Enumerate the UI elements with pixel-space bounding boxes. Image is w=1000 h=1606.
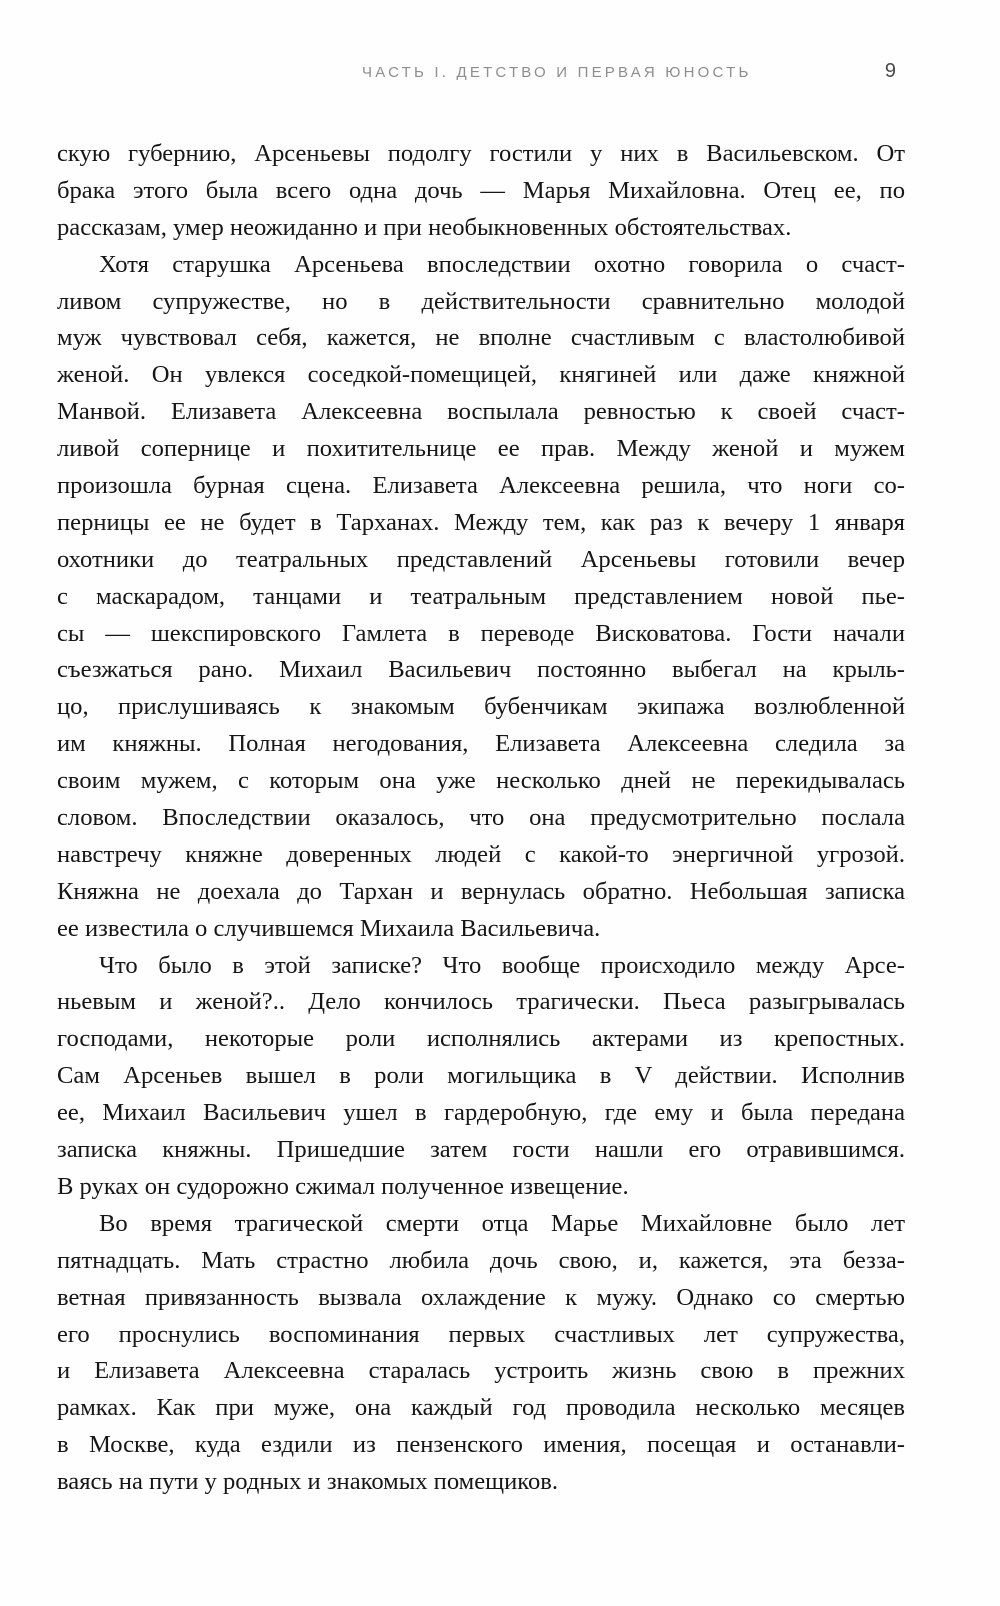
text-line: Что было в этой записке? Что вообще происходило между Арсе- (99, 951, 905, 979)
text-line: Княжна не доехала до Тархан и вернулась обратно. Небольшая записка (57, 877, 905, 905)
text-line: навстречу княжне доверенных людей с какой-то энергичной угрозой. (57, 840, 905, 868)
text-line: его проснулись воспоминания первых счастливых лет супружества, (57, 1320, 905, 1348)
text-line: произошла бурная сцена. Елизавета Алексеевна решила, что ноги со- (57, 472, 905, 500)
text-line: Во время трагической смерти отца Марье Михайловне было лет (99, 1209, 905, 1237)
text-line: цо, прислушиваясь к знакомым бубенчикам экипажа возлюбленной (57, 693, 905, 721)
text-line: рамках. Как при муже, она каждый год проводила несколько месяцев (57, 1394, 905, 1422)
text-line: им княжны. Полная негодования, Елизавета Алексеевна следила за (57, 730, 905, 758)
text-line: сы — шекспировского Гамлета в переводе Висковатова. Гости начали (57, 619, 905, 647)
text-line: с маскарадом, танцами и театральным представлением новой пье- (57, 582, 905, 610)
text-line: съезжаться рано. Михаил Васильевич постоянно выбегал на крыль- (57, 656, 905, 684)
text-line: Манвой. Елизавета Алексеевна воспылала ревностью к своей счаст- (57, 398, 905, 426)
text-line: словом. Впоследствии оказалось, что она предусмотрительно послала (57, 804, 905, 832)
paragraph (57, 948, 905, 1206)
text-line: ее, Михаил Васильевич ушел в гардеробную, где ему и была передана (57, 1099, 905, 1127)
text-line: своим мужем, с которым она уже несколько дней не перекидывалась (57, 767, 905, 795)
text-line: в Москве, куда ездили из пензенского имения, посещая и останавли- (57, 1431, 905, 1459)
text-line: ливом супружестве, но в действительности сравнительно молодой (57, 287, 905, 315)
text-line: перницы ее не будет в Тарханах. Между тем, как раз к вечеру 1 января (57, 508, 905, 536)
page-text (57, 136, 905, 1501)
text-line: и Елизавета Алексеевна старалась устроить жизнь свою в прежних (57, 1357, 905, 1385)
text-line: скую губернию, Арсеньевы подолгу гостили у них в Васильевском. От (57, 140, 905, 167)
running-header (0, 0, 1000, 100)
text-line: записка княжны. Пришедшие затем гости нашли его отравившимся. (57, 1136, 905, 1164)
running-title: ЧАСТЬ I. ДЕТСТВО И ПЕРВАЯ ЮНОСТЬ (362, 64, 752, 81)
text-line: Хотя старушка Арсеньева впоследствии охотно говорила о счаст- (99, 250, 905, 278)
text-line: брака этого была всего одна дочь — Марья Михайловна. Отец ее, по (57, 176, 905, 204)
paragraph (57, 247, 905, 948)
text-line: охотники до театральных представлений Арсеньевы готовили вечер (57, 545, 905, 573)
paragraph (57, 1206, 905, 1501)
text-line: Сам Арсеньев вышел в роли могильщика в V действии. Исполнив (57, 1062, 905, 1090)
paragraph (57, 136, 905, 247)
text-line: пятнадцать. Мать страстно любила дочь свою, и, кажется, эта безза- (57, 1246, 905, 1274)
text-line: муж чувствовал себя, кажется, не вполне счастливым с властолюбивой (57, 324, 905, 352)
text-line: ливой сопернице и похитительнице ее прав. Между женой и мужем (57, 435, 905, 463)
text-line: господами, некоторые роли исполнялись актерами из крепостных. (57, 1025, 905, 1053)
text-line: женой. Он увлекся соседкой-помещицей, княгиней или даже княжной (57, 361, 905, 389)
page-number: 9 (884, 60, 896, 82)
text-line: ее известила о случившемся Михаила Васильевича. (57, 914, 601, 942)
text-line: ветная привязанность вызвала охлаждение к мужу. Однако со смертью (57, 1283, 905, 1311)
text-line: рассказам, умер неожиданно и при необыкновенных обстоятельствах. (57, 213, 792, 241)
text-line: В руках он судорожно сжимал полученное извещение. (57, 1172, 629, 1200)
text-line: ваясь на пути у родных и знакомых помещиков. (57, 1468, 559, 1496)
text-line: ньевым и женой?.. Дело кончилось трагически. Пьеса разыгрывалась (57, 988, 905, 1016)
